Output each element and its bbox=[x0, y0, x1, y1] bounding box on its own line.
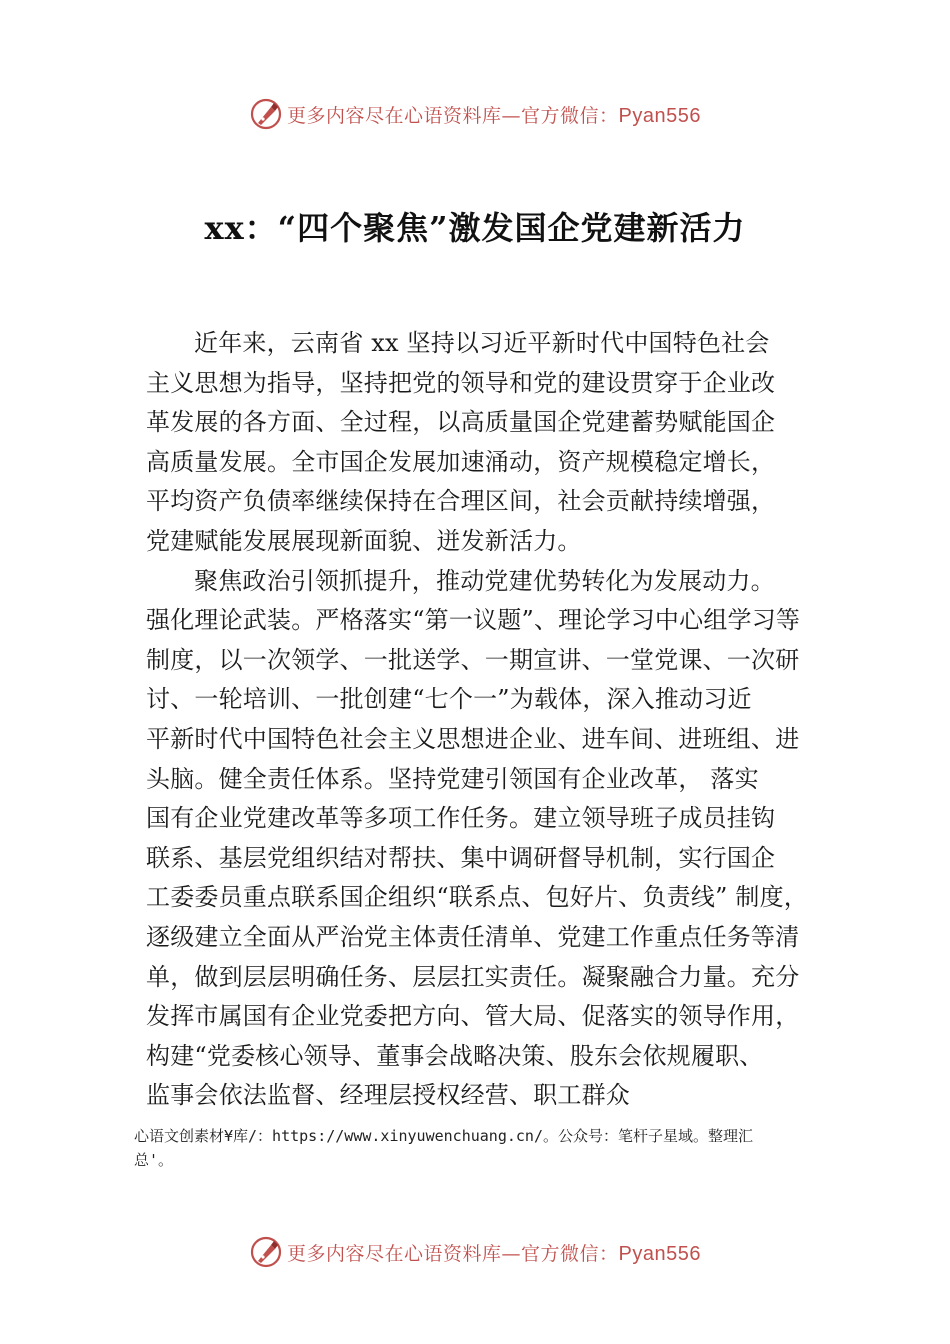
body-line: 单，做到层层明确任务、层层扛实责任。凝聚融合力量。充分 bbox=[146, 962, 800, 991]
body-line: 讨、一轮培训、一批创建“七个一”为载体，深入推动习近 bbox=[146, 685, 752, 714]
body-line: 监事会依法监督、经理层授权经营、职工群众 bbox=[146, 1081, 630, 1110]
body-line: 制度，以一次领学、一批送学、一期宣讲、一堂党课、一次研 bbox=[146, 645, 800, 674]
source-footnote bbox=[134, 1124, 834, 1172]
pen-nib-logo-icon bbox=[249, 1235, 283, 1269]
watermark-wechat-id: Pyan556 bbox=[618, 104, 701, 127]
body-line: 构建“党委核心领导、董事会战略决策、股东会依规履职、 bbox=[146, 1041, 764, 1070]
body-line: 平均资产负债率继续保持在合理区间，社会贡献持续增强， bbox=[146, 487, 776, 516]
watermark-main-text: 更多内容尽在心语资料库—官方微信： bbox=[287, 104, 619, 127]
body-line: 强化理论武装。严格落实“第一议题”、理论学习中心组学习等 bbox=[146, 606, 801, 635]
body-line: 聚焦政治引领抓提升，推动党建优势转化为发展动力。 bbox=[194, 566, 775, 595]
watermark-wechat-id: Pyan556 bbox=[618, 1242, 701, 1265]
body-line: 党建赋能发展展现新面貌、迸发新活力。 bbox=[146, 526, 582, 555]
body-line: 主义思想为指导，坚持把党的领导和党的建设贯穿于企业改 bbox=[146, 368, 776, 397]
body-line: 发挥市属国有企业党委把方向、管大局、促落实的领导作用， bbox=[146, 1002, 800, 1031]
body-line: 平新时代中国特色社会主义思想进企业、进车间、进班组、进 bbox=[146, 724, 800, 753]
body-line: 头脑。健全责任体系。坚持党建引领国有企业改革， 落实 bbox=[146, 764, 759, 793]
body-line: 联系、基层党组织结对帮扶、集中调研督导机制，实行国企 bbox=[146, 843, 776, 872]
watermark-text bbox=[287, 101, 701, 128]
document-body bbox=[146, 324, 822, 1116]
body-line: 国有企业党建改革等多项工作任务。建立领导班子成员挂钩 bbox=[146, 804, 776, 833]
footnote-line: 心语文创素材¥库/：https://www.xinyuwenchuang.cn/。公众号：笔杆子星域。整理汇 bbox=[134, 1127, 753, 1145]
body-line: 工委委员重点联系国企组织“联系点、包好片、负责线” 制度， bbox=[146, 883, 808, 912]
footnote-line: 总'。 bbox=[134, 1151, 174, 1169]
header-watermark-banner bbox=[0, 94, 950, 134]
watermark-main-text: 更多内容尽在心语资料库—官方微信： bbox=[287, 1242, 619, 1265]
watermark-text bbox=[287, 1239, 701, 1266]
footer-watermark-banner bbox=[0, 1232, 950, 1272]
document-title: xx：“四个聚焦”激发国企党建新活力 bbox=[204, 209, 746, 247]
body-line: 逐级建立全面从严治党主体责任清单、党建工作重点任务等清 bbox=[146, 922, 800, 951]
body-line: 高质量发展。全市国企发展加速涌动，资产规模稳定增长， bbox=[146, 447, 776, 476]
pen-nib-logo-icon bbox=[249, 97, 283, 131]
body-line: 革发展的各方面、全过程，以高质量国企党建蓄势赋能国企 bbox=[146, 408, 776, 437]
body-line: 近年来，云南省 xx 坚持以习近平新时代中国特色社会 bbox=[194, 329, 770, 357]
